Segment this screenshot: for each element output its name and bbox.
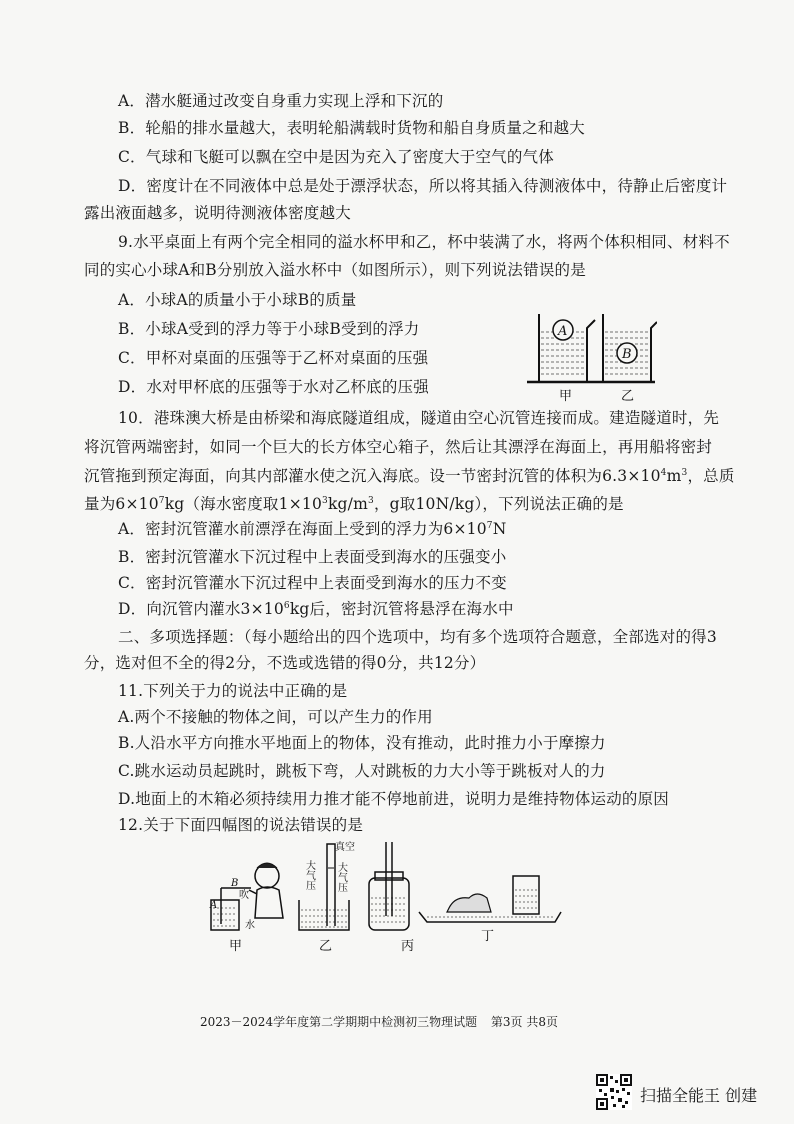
figure-yi <box>299 840 355 954</box>
cup-yi <box>603 314 657 382</box>
q11-option-d: D.地面上的木箱必须持续用力推才能不停地前进，说明力是维持物体运动的原因 <box>118 790 670 808</box>
q10-option-text: A．密封沉管灌水前漂浮在海面上受到的浮力为6×10 <box>118 520 487 538</box>
figure-jia-label: 甲 <box>229 939 243 954</box>
q12-stem: 12.关于下面四幅图的说法错误的是 <box>118 816 364 834</box>
scanner-watermark: 扫描全能王 创建 <box>640 1086 758 1105</box>
q10-text: 沉管拖到预定海面，向其内部灌水使之沉入海底。设一节密封沉管的体积为6.3×10 <box>84 467 661 485</box>
figure-ding-label: 丁 <box>481 929 495 944</box>
exponent: 3 <box>681 467 688 478</box>
figure-yi-label: 乙 <box>319 939 333 954</box>
page-footer <box>200 1013 558 1030</box>
section2-heading-line1: 二、多项选择题：（每小题给出的四个选项中，均有多个选项符合题意，全部选对的得3 <box>118 628 717 646</box>
q8-option-b: B．轮船的排水量越大，表明轮船满载时货物和船自身质量之和越大 <box>118 119 585 137</box>
q10-option-text: D．向沉管内灌水3×10 <box>118 600 284 618</box>
q11-option-b: B.人沿水平方向推水平地面上的物体，没有推动，此时推力小于摩擦力 <box>118 734 606 752</box>
q10-text: ，总质 <box>687 467 735 485</box>
boy-body <box>255 887 283 918</box>
figure-bing-label: 丙 <box>401 939 415 954</box>
q11-option-c: C.跳水运动员起跳时，跳板下弯，人对跳板的力大小等于跳板对人的力 <box>118 762 606 780</box>
tube-b-label: B <box>231 878 239 889</box>
section2-heading-line2: 分，选对但不全的得2分，不选或选错的得0分，共12分） <box>84 654 486 672</box>
q8-option-d-line2: 露出液面越多，说明待测液体密度越大 <box>84 204 351 222</box>
exponent: 3 <box>368 495 374 506</box>
q10-text: ，g取10N/kg），下列说法正确的是 <box>373 495 624 513</box>
q10-option-b: B．密封沉管灌水下沉过程中上表面受到海水的压强变小 <box>118 548 507 566</box>
q9-overflow-cups-figure <box>527 308 657 403</box>
q9-option-b: B．小球A受到的浮力等于小球B受到的浮力 <box>118 320 420 338</box>
atm-left-label: 大气压 <box>303 860 315 890</box>
q10-stem-line1: 10．港珠澳大桥是由桥梁和海底隧道组成，隧道由空心沉管连接而成。建造隧道时，先 <box>118 409 720 427</box>
q8-option-c: C．气球和飞艇可以飘在空中是因为充入了密度大于空气的气体 <box>118 148 554 166</box>
q10-option-d <box>118 599 514 619</box>
q10-option-a <box>118 519 506 539</box>
q10-text: m <box>666 467 682 485</box>
q10-option-c: C．密封沉管灌水下沉过程中上表面受到海水的压力不变 <box>118 574 507 592</box>
blow-label: 吹 <box>239 890 249 901</box>
q9-option-a: A．小球A的质量小于小球B的质量 <box>118 291 357 309</box>
q10-stem-line3 <box>84 466 735 486</box>
footer-page-number: 第3页 共8页 <box>490 1015 559 1029</box>
atm-right-label: 大气压 <box>335 862 347 892</box>
q8-option-d-line1: D．密度计在不同液体中总是处于漂浮状态，所以将其插入待测液体中，待静止后密度计 <box>118 177 728 195</box>
q9-stem-line2: 同的实心小球A和B分别放入溢水杯中（如图所示），则下列说法错误的是 <box>84 261 586 279</box>
q10-stem-line2: 将沉管两端密封，如同一个巨大的长方体空心箱子，然后让其漂浮在海面上，再用船将密封 <box>84 438 713 456</box>
tube-a-label: A <box>210 900 218 911</box>
q10-option-text: kg后，密封沉管将悬浮在海水中 <box>289 600 514 618</box>
q8-option-a: A．潜水艇通过改变自身重力实现上浮和下沉的 <box>118 92 444 110</box>
q10-text: 量为6×10 <box>84 495 159 513</box>
cup-yi-label: 乙 <box>621 389 635 403</box>
q9-option-d: D．水对甲杯底的压强等于水对乙杯底的压强 <box>118 378 429 396</box>
water-label: 水 <box>245 920 255 931</box>
exponent: 6 <box>283 600 290 611</box>
ball-a-label: A <box>558 324 568 339</box>
ball-b-label: B <box>622 347 632 362</box>
figure-bing <box>369 842 414 954</box>
q10-stem-line4 <box>84 494 624 514</box>
cloth <box>447 894 491 912</box>
qr-code-icon <box>596 1074 632 1110</box>
q9-option-c: C．甲杯对桌面的压强等于乙杯对桌面的压强 <box>118 349 429 367</box>
q10-text: kg（海水密度取1×10 <box>164 495 323 513</box>
exponent: 3 <box>322 495 328 506</box>
exponent: 4 <box>660 467 667 478</box>
q10-option-text: N <box>492 520 507 538</box>
q12-figures <box>205 838 565 958</box>
exponent: 7 <box>158 495 165 506</box>
cup-jia-label: 甲 <box>559 389 573 403</box>
q10-text: kg/m <box>327 495 368 513</box>
q9-stem-line1: 9.水平桌面上有两个完全相同的溢水杯甲和乙，杯中装满了水，将两个体积相同、材料不 <box>118 233 730 251</box>
footer-title: 2023－2024学年度第二学期期中检测初三物理试题 <box>200 1015 478 1029</box>
vacuum-label: 真空 <box>335 842 355 853</box>
exponent: 7 <box>486 520 493 531</box>
q11-stem: 11.下列关于力的说法中正确的是 <box>118 682 348 700</box>
cup-jia <box>539 314 595 382</box>
figure-jia <box>209 863 283 954</box>
figure-ding <box>419 876 561 944</box>
q11-option-a: A.两个不接触的物体之间，可以产生力的作用 <box>118 708 433 726</box>
